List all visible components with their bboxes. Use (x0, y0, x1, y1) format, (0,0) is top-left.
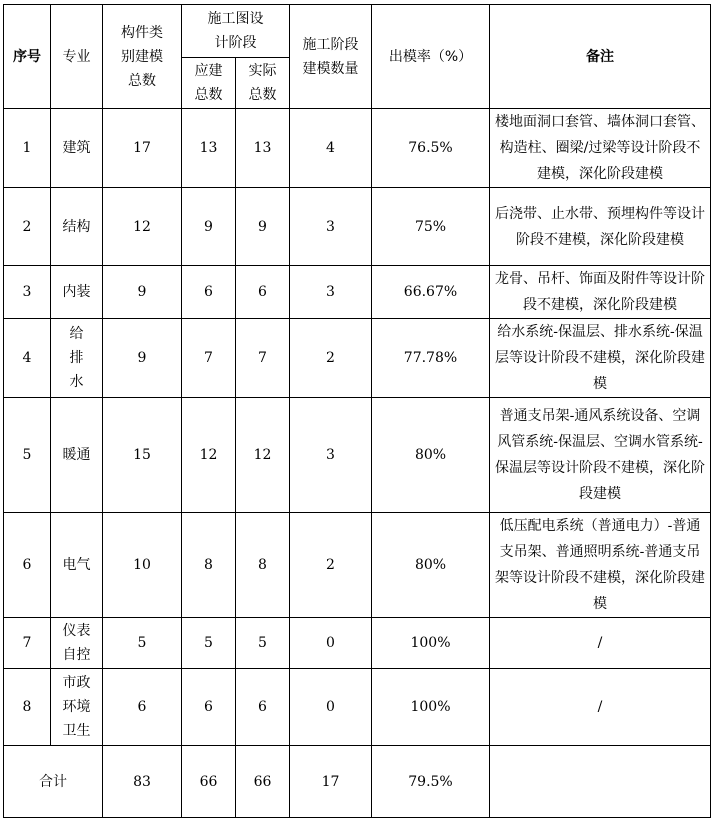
cell-major: 仪表自控 (51, 618, 103, 669)
total-construction: 17 (290, 746, 372, 818)
cell-actual: 5 (236, 618, 290, 669)
header-major: 专业 (51, 5, 103, 109)
cell-rate: 75% (372, 188, 490, 266)
modeling-rate-table (3, 4, 711, 818)
cell-should: 5 (182, 618, 236, 669)
cell-seq: 8 (4, 669, 51, 746)
table-row (4, 109, 711, 188)
cell-construction: 3 (290, 398, 372, 513)
cell-construction: 2 (290, 513, 372, 618)
total-actual: 66 (236, 746, 290, 818)
cell-should: 6 (182, 669, 236, 746)
cell-rate: 100% (372, 669, 490, 746)
cell-seq: 1 (4, 109, 51, 188)
header-construction-count: 施工阶段建模数量 (290, 5, 372, 109)
cell-major: 内装 (51, 266, 103, 319)
cell-seq: 5 (4, 398, 51, 513)
total-label: 合计 (4, 746, 103, 818)
cell-seq: 2 (4, 188, 51, 266)
total-total: 83 (103, 746, 182, 818)
cell-construction: 0 (290, 618, 372, 669)
cell-total: 10 (103, 513, 182, 618)
cell-major: 结构 (51, 188, 103, 266)
cell-total: 9 (103, 266, 182, 319)
total-should: 66 (182, 746, 236, 818)
cell-actual: 7 (236, 319, 290, 398)
cell-construction: 4 (290, 109, 372, 188)
table-row (4, 513, 711, 618)
cell-actual: 6 (236, 266, 290, 319)
table-row (4, 398, 711, 513)
header-total: 构件类别建模总数 (103, 5, 182, 109)
total-remark (490, 746, 711, 818)
cell-remark: / (490, 618, 711, 669)
total-row (4, 746, 711, 818)
cell-rate: 80% (372, 513, 490, 618)
cell-total: 9 (103, 319, 182, 398)
cell-major: 市政环境卫生 (51, 669, 103, 746)
header-seq: 序号 (4, 5, 51, 109)
cell-rate: 77.78% (372, 319, 490, 398)
cell-remark: 给水系统-保温层、排水系统-保温层等设计阶段不建模，深化阶段建模 (490, 319, 711, 398)
table-row (4, 266, 711, 319)
cell-remark: 楼地面洞口套管、墙体洞口套管、构造柱、圈梁/过梁等设计阶段不建模，深化阶段建模 (490, 109, 711, 188)
header-design-stage: 施工图设计阶段 (182, 5, 290, 58)
cell-seq: 6 (4, 513, 51, 618)
cell-construction: 0 (290, 669, 372, 746)
cell-major: 暖通 (51, 398, 103, 513)
cell-seq: 3 (4, 266, 51, 319)
table-row (4, 188, 711, 266)
cell-remark: 低压配电系统（普通电力）-普通支吊架、普通照明系统-普通支吊架等设计阶段不建模，深化阶段建模 (490, 513, 711, 618)
cell-actual: 12 (236, 398, 290, 513)
cell-rate: 66.67% (372, 266, 490, 319)
cell-rate: 80% (372, 398, 490, 513)
header-rate: 出模率（%） (372, 5, 490, 109)
cell-total: 17 (103, 109, 182, 188)
table-row (4, 669, 711, 746)
cell-should: 9 (182, 188, 236, 266)
cell-should: 7 (182, 319, 236, 398)
cell-construction: 3 (290, 266, 372, 319)
cell-should: 12 (182, 398, 236, 513)
cell-total: 12 (103, 188, 182, 266)
cell-major: 建筑 (51, 109, 103, 188)
cell-remark: 普通支吊架-通风系统设备、空调风管系统-保温层、空调水管系统-保温层等设计阶段不建模，深化阶段建模 (490, 398, 711, 513)
cell-should: 6 (182, 266, 236, 319)
total-rate: 79.5% (372, 746, 490, 818)
header-should-build: 应建总数 (182, 58, 236, 109)
table-row (4, 319, 711, 398)
cell-actual: 9 (236, 188, 290, 266)
cell-major: 给排水 (51, 319, 103, 398)
cell-actual: 6 (236, 669, 290, 746)
cell-actual: 8 (236, 513, 290, 618)
cell-total: 15 (103, 398, 182, 513)
header-actual: 实际总数 (236, 58, 290, 109)
cell-seq: 4 (4, 319, 51, 398)
cell-actual: 13 (236, 109, 290, 188)
cell-total: 6 (103, 669, 182, 746)
cell-should: 8 (182, 513, 236, 618)
cell-total: 5 (103, 618, 182, 669)
cell-seq: 7 (4, 618, 51, 669)
cell-rate: 100% (372, 618, 490, 669)
cell-remark: 后浇带、止水带、预埋构件等设计阶段不建模，深化阶段建模 (490, 188, 711, 266)
cell-should: 13 (182, 109, 236, 188)
cell-construction: 2 (290, 319, 372, 398)
header-remarks: 备注 (490, 5, 711, 109)
cell-remark: 龙骨、吊杆、饰面及附件等设计阶段不建模，深化阶段建模 (490, 266, 711, 319)
cell-construction: 3 (290, 188, 372, 266)
table-row (4, 618, 711, 669)
cell-major: 电气 (51, 513, 103, 618)
cell-remark: / (490, 669, 711, 746)
cell-rate: 76.5% (372, 109, 490, 188)
